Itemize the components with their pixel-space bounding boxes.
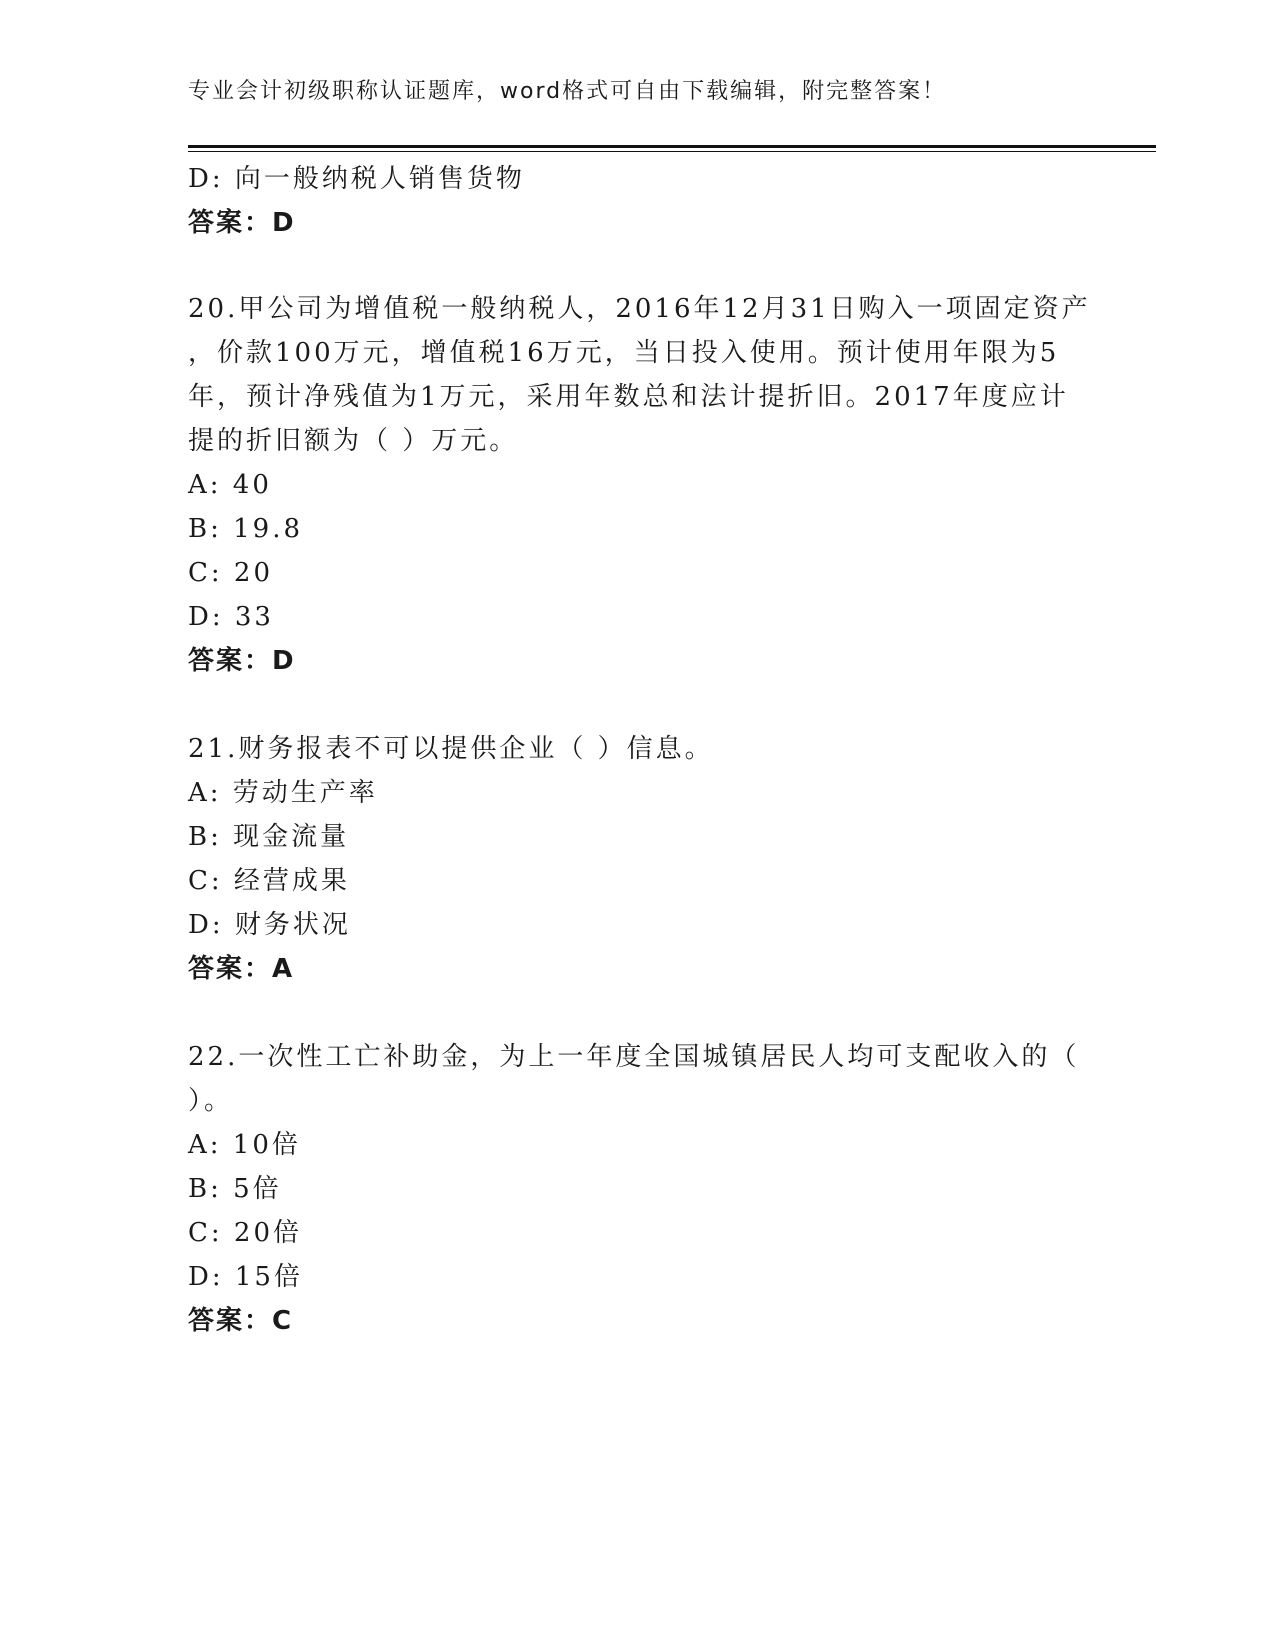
- answer: 答案：D: [188, 208, 296, 238]
- question-20-line-1: 20.甲公司为增值税一般纳税人，2016年12月31日购入一项固定资产: [188, 294, 1091, 324]
- option-d: D: 财务状况: [188, 910, 351, 940]
- option-d: D: 向一般纳税人销售货物: [188, 164, 525, 194]
- option-a: A: 10倍: [188, 1130, 301, 1160]
- answer: 答案：A: [188, 954, 295, 984]
- header-rule-thick: [188, 145, 1156, 148]
- option-d: D: 15倍: [188, 1262, 303, 1292]
- option-b: B: 5倍: [188, 1174, 282, 1204]
- option-c: C: 20倍: [188, 1218, 303, 1248]
- option-c: C: 经营成果: [188, 866, 350, 896]
- option-a: A: 40: [188, 470, 272, 500]
- option-a: A: 劳动生产率: [188, 778, 378, 808]
- question-20-line-2: ，价款100万元，增值税16万元，当日投入使用。预计使用年限为5: [188, 338, 1060, 368]
- question-22-line-2: ）。: [188, 1086, 234, 1116]
- option-b: B: 19.8: [188, 514, 304, 544]
- page-header: 专业会计初级职称认证题库，word格式可自由下载编辑，附完整答案！: [188, 79, 947, 104]
- question-22-line-1: 22.一次性工亡补助金，为上一年度全国城镇居民人均可支配收入的（: [188, 1042, 1080, 1072]
- answer: 答案：D: [188, 646, 296, 676]
- option-c: C: 20: [188, 558, 274, 588]
- question-21: 21.财务报表不可以提供企业（ ）信息。: [188, 734, 714, 764]
- option-d: D: 33: [188, 602, 274, 632]
- option-b: B: 现金流量: [188, 822, 350, 852]
- question-20-line-3: 年，预计净残值为1万元，采用年数总和法计提折旧。2017年度应计: [188, 382, 1069, 412]
- answer: 答案：C: [188, 1306, 294, 1336]
- question-20-line-4: 提的折旧额为（ ）万元。: [188, 426, 519, 456]
- header-rule-thin: [188, 151, 1156, 152]
